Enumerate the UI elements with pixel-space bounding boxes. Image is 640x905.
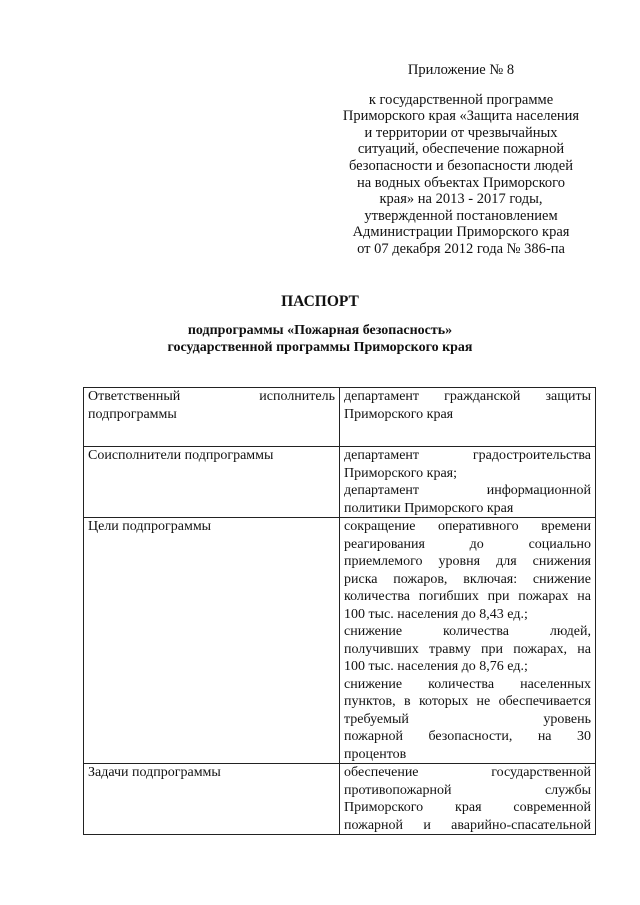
appendix-line: Приморского края «Защита населения — [342, 108, 580, 125]
table-row — [84, 518, 596, 764]
cell-text: пунктов, в которых не обеспечивается — [344, 694, 591, 709]
appendix-number: Приложение № 8 — [407, 62, 515, 78]
cell-text: приемлемого уровня для снижения — [344, 554, 591, 569]
cell-text: обеспечение государственной — [344, 765, 591, 780]
cell-text: снижение количества населенных — [344, 676, 591, 692]
cell-text: департамент гражданской защиты — [344, 389, 591, 404]
appendix-line: ситуаций, обеспечение пожарной — [357, 141, 565, 158]
appendix-line: Администрации Приморского края — [352, 224, 570, 241]
cell-text: количества погибших при пожарах на — [344, 589, 591, 604]
cell-text: Приморского края — [344, 406, 454, 422]
cell-text: риска пожаров, включая: снижение — [344, 571, 591, 587]
cell-text: Приморского края; — [344, 465, 458, 481]
appendix-line: безопасности и безопасности людей — [349, 157, 573, 174]
cell-text: политики Приморского края — [344, 500, 514, 516]
cell-text: Ответственный исполнитель — [88, 389, 335, 404]
cell-text: департамент информационной — [344, 483, 591, 498]
cell-text: Приморского края современной — [344, 800, 591, 815]
cell-text: снижение количества людей, — [344, 624, 591, 639]
cell-text: получивших травму при пожарах, на — [344, 641, 591, 657]
passport-table — [83, 387, 596, 835]
cell-text: департамент градостроительства — [344, 448, 591, 463]
subtitle-line-2: государственной программы Приморского края — [167, 340, 473, 355]
cell-text: пожарной безопасности, на 30 — [344, 729, 591, 744]
cell-text: реагирования до социально — [344, 536, 591, 552]
table-row — [84, 388, 596, 447]
row-label-cell — [84, 447, 340, 518]
appendix-line: к государственной программе — [368, 91, 554, 108]
row-value-cell — [340, 388, 596, 447]
cell-text: требуемый уровень — [344, 711, 591, 727]
cell-text: Цели подпрограммы — [88, 519, 212, 534]
cell-text: пожарной и аварийно-спасательной — [344, 817, 591, 833]
cell-text: сокращение оперативного времени — [344, 519, 591, 534]
appendix-line: от 07 декабря 2012 года № 386-па — [357, 240, 565, 257]
cell-text: противопожарной службы — [344, 782, 591, 798]
cell-text: процентов — [344, 746, 407, 762]
cell-text: Соисполнители подпрограммы — [88, 448, 274, 463]
appendix-line: на водных объектах Приморского — [356, 174, 566, 191]
row-label-cell — [84, 764, 340, 835]
cell-text: Задачи подпрограммы — [88, 765, 221, 780]
cell-text: подпрограммы — [88, 406, 177, 422]
cell-text: 100 тыс. населения до 8,43 ед.; — [344, 606, 528, 622]
row-value-cell — [340, 518, 596, 764]
row-label-cell — [84, 518, 340, 764]
cell-text: 100 тыс. населения до 8,76 ед.; — [344, 659, 528, 674]
row-label-cell — [84, 388, 340, 447]
row-value-cell — [340, 764, 596, 835]
appendix-line: и территории от чрезвычайных — [364, 124, 558, 141]
document-title: ПАСПОРТ — [281, 293, 359, 310]
appendix-header — [336, 62, 586, 258]
appendix-line: края» на 2013 - 2017 годы, — [379, 191, 543, 208]
table-row — [84, 764, 596, 835]
document-subtitle — [0, 322, 640, 356]
row-value-cell — [340, 447, 596, 518]
subtitle-line-1: подпрограммы «Пожарная безопасность» — [187, 323, 453, 338]
appendix-line: утвержденной постановлением — [364, 207, 558, 224]
table-row — [84, 447, 596, 518]
